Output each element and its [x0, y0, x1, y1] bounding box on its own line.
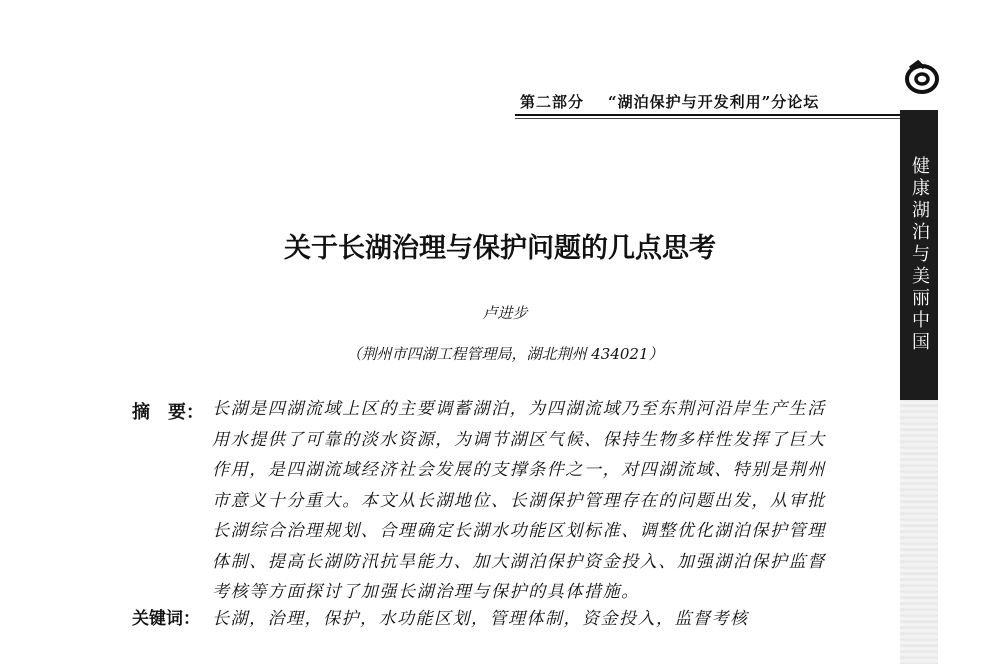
swirl-logo-icon	[902, 58, 942, 98]
article-title: 关于长湖治理与保护问题的几点思考	[284, 233, 716, 264]
abstract-line: 考核等方面探讨了加强长湖治理与保护的具体措施。	[212, 582, 640, 602]
keywords-text: 长湖，治理，保护，水功能区划，管理体制，资金投入，监督考核	[212, 609, 749, 629]
article-affiliation: （荆州市四湖工程管理局，湖北荆州 434021）	[346, 345, 664, 363]
abstract-line: 长湖是四湖流域上区的主要调蓄湖泊，为四湖流域乃至东荆河沿岸生产生活	[212, 399, 826, 419]
abstract-body	[212, 394, 890, 608]
header-forum-title: “湖泊保护与开发利用”分论坛	[608, 93, 820, 111]
page-edge-shading	[900, 400, 938, 664]
running-header	[520, 86, 900, 112]
header-part-label: 第二部分	[520, 93, 585, 111]
keywords-label: 关键词：	[132, 609, 200, 629]
side-tab-banner	[900, 110, 938, 400]
header-rule-thick	[515, 114, 900, 116]
header-rule-thin	[515, 118, 900, 119]
abstract-label: 摘 要：	[132, 402, 204, 423]
side-tab-text: 健康湖泊与美丽中国	[909, 156, 930, 354]
article-author: 卢进步	[482, 304, 528, 322]
abstract-line: 用水提供了可靠的淡水资源，为调节湖区气候、保持生物多样性发挥了巨大	[212, 429, 826, 450]
abstract-line: 市意义十分重大。本文从长湖地位、长湖保护管理存在的问题出发，从审批	[212, 490, 826, 511]
abstract-line: 作用，是四湖流域经济社会发展的支撑条件之一，对四湖流域、特别是荆州	[212, 460, 826, 480]
abstract-line: 体制、提高长湖防汛抗旱能力、加大湖泊保护资金投入、加强湖泊保护监督	[212, 551, 826, 572]
abstract-line: 长湖综合治理规划、合理确定长湖水功能区划标准、调整优化湖泊保护管理	[212, 521, 826, 541]
